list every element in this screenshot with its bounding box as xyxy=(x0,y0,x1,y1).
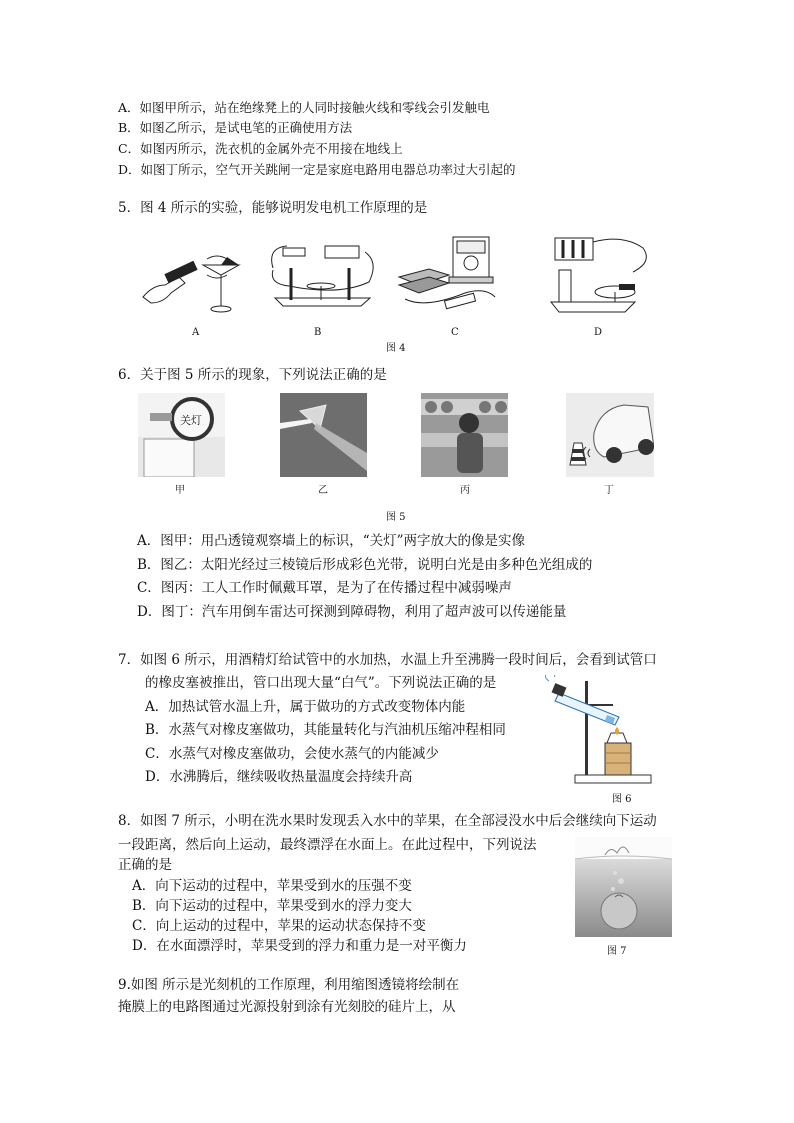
q8-option-a: A．向下运动的过程中，苹果受到水的压强不变 xyxy=(132,878,412,894)
q4-option-b: B．如图乙所示，是试电笔的正确使用方法 xyxy=(118,120,353,135)
magnified-sign-text: 关灯 xyxy=(180,414,202,427)
figure-4c-image xyxy=(395,233,515,323)
q7-option-c: C．水蒸气对橡皮塞做功，会使水蒸气的内能减少 xyxy=(145,746,439,762)
q8-stem-line2: 一段距离，然后向上运动，最终漂浮在水面上。在此过程中，下列说法 xyxy=(118,837,537,853)
q7-option-b: B．水蒸气对橡皮塞做功，其能量转化与汽油机压缩冲程相同 xyxy=(145,722,506,738)
q6-stem: 6．关于图 5 所示的现象，下列说法正确的是 xyxy=(118,367,387,383)
q4-option-a: A．如图甲所示，站在绝缘凳上的人同时接触火线和零线会引发触电 xyxy=(118,100,490,115)
q8-option-c: C．向上运动的过程中，苹果的运动状态保持不变 xyxy=(132,918,426,934)
figure-5d-label: 丁 xyxy=(604,485,614,496)
figure-4a-image xyxy=(135,245,255,320)
q6-option-c: C．图丙：工人工作时佩戴耳罩，是为了在传播过程中减弱噪声 xyxy=(137,580,512,596)
figure-5b-image xyxy=(280,393,367,477)
figure-6-caption: 图 6 xyxy=(612,794,632,805)
figure-4c-label: C xyxy=(451,327,459,338)
figure-4a-label: A xyxy=(192,327,200,338)
q7-stem-line2: 的橡皮塞被推出，管口出现大量“白气”。下列说法正确的是 xyxy=(145,675,497,691)
figure-4d-image xyxy=(545,232,655,324)
q5-stem: 5．图 4 所示的实验，能够说明发电机工作原理的是 xyxy=(118,200,428,216)
q9-line2: 掩膜上的电路图通过光源投射到涂有光刻胶的硅片上，从 xyxy=(118,999,456,1015)
figure-5b-label: 乙 xyxy=(318,485,328,496)
figure-7-image xyxy=(575,837,672,937)
q8-option-d: D．在水面漂浮时，苹果受到的浮力和重力是一对平衡力 xyxy=(132,938,467,954)
figure-4b-image xyxy=(265,238,380,323)
figure-6-image xyxy=(545,675,660,790)
figure-4b-label: B xyxy=(314,327,322,338)
figure-5c-image xyxy=(421,393,508,477)
figure-5-caption: 图 5 xyxy=(386,512,406,523)
figure-5c-label: 丙 xyxy=(460,485,470,496)
q6-option-b: B．图乙：太阳光经过三棱镜后形成彩色光带，说明白光是由多种色光组成的 xyxy=(137,557,593,573)
figure-4d-label: D xyxy=(594,327,603,338)
q4-option-c: C．如图丙所示，洗衣机的金属外壳不用接在地线上 xyxy=(118,141,403,156)
q8-stem-line1: 8．如图 7 所示，小明在洗水果时发现丢入水中的苹果，在全部浸没水中后会继续向下运动 xyxy=(118,813,657,829)
q9-line1: 9.如图 所示是光刻机的工作原理，利用缩图透镜将绘制在 xyxy=(118,977,460,993)
q6-option-a: A．图甲：用凸透镜观察墙上的标识，“关灯”两字放大的像是实像 xyxy=(137,533,526,549)
q7-option-d: D．水沸腾后，继续吸收热量温度会持续升高 xyxy=(145,769,413,785)
figure-5a-image xyxy=(138,393,225,477)
figure-4-caption: 图 4 xyxy=(386,343,406,354)
q6-option-d: D．图丁：汽车用倒车雷达可探测到障碍物，利用了超声波可以传递能量 xyxy=(137,604,567,620)
q7-option-a: A．加热试管水温上升，属于做功的方式改变物体内能 xyxy=(145,699,466,715)
q4-option-d: D．如图丁所示，空气开关跳闸一定是家庭电路用电器总功率过大引起的 xyxy=(118,162,516,177)
figure-5a-label: 甲 xyxy=(175,485,185,496)
q7-stem-line1: 7．如图 6 所示，用酒精灯给试管中的水加热，水温上升至沸腾一段时间后，会看到试管口 xyxy=(118,652,657,668)
figure-5d-image xyxy=(566,393,654,477)
q8-stem-line3: 正确的是 xyxy=(118,857,172,873)
q8-option-b: B．向下运动的过程中，苹果受到水的浮力变大 xyxy=(132,898,412,914)
figure-7-caption: 图 7 xyxy=(607,946,627,957)
